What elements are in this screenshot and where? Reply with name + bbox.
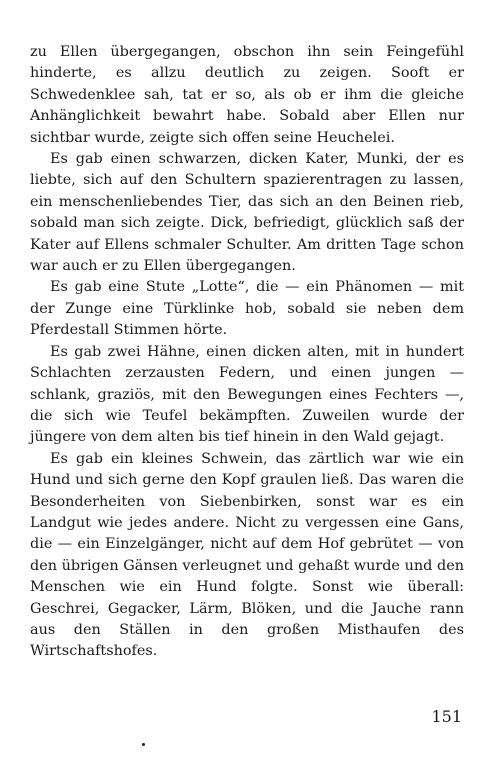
paragraph-schwein: Es gab ein kleines Schwein, das zärtlich war wie ein Hund und sich gerne den Kopf graulen ließ. Das waren die Besonderheiten von Siebenbirken, sonst war es ein Landgut wie jedes andere. Nicht zu vergessen eine Gans, die — ein Einzelgänger, nicht auf dem Hof gebrütet — von den übrigen Gänsen verleugnet und gehaßt wurde und den Menschen wie ein Hund folgte. Sonst wie überall: Geschrei, Gegacker, Lärm, Blöken, und die Jauche rann aus den Ställen in den großen Misthaufen des Wirtschaftshofes. bbox=[30, 450, 464, 660]
print-speck bbox=[142, 743, 145, 746]
paragraph-continuation: zu Ellen übergegangen, obschon ihn sein Feingefühl hinderte, es allzu deutlich zu zeigen. Sooft er Schwedenklee sah, tat er so, als ob er ihm die gleiche Anhänglichkeit bewahrt habe. Sobald aber Ellen nur sichtbar wurde, zeigte sich offen seine Heuchelei. bbox=[30, 44, 464, 146]
paragraph-haehne: Es gab zwei Hähne, einen dicken alten, mit in hundert Schlachten zerzausten Federn, und einen jungen — schlank, graziös, mit den Bewegungen eines Fechters —, die sich wie Teufel bekämpften. Zuweilen wurde der jüngere von dem alten bis tief hinein in den Wald gejagt. bbox=[30, 343, 464, 446]
body-text bbox=[30, 42, 464, 663]
page-number: 151 bbox=[431, 707, 462, 726]
paragraph-kater: Es gab einen schwarzen, dicken Kater, Munki, der es liebte, sich auf den Schultern spazierentragen zu lassen, ein menschenliebendes Tier, das sich an den Beinen rieb, sobald man sich zeigte. Dick, befriedigt, glücklich saß der Kater auf Ellens schmaler Schulter. Am dritten Tage schon war auch er zu Ellen übergegangen. bbox=[30, 151, 464, 275]
paragraph-stute: Es gab eine Stute „Lotte“, die — ein Phänomen — mit der Zunge eine Türklinke hob, sobald sie neben dem Pferdestall Stimmen hörte. bbox=[30, 279, 464, 339]
